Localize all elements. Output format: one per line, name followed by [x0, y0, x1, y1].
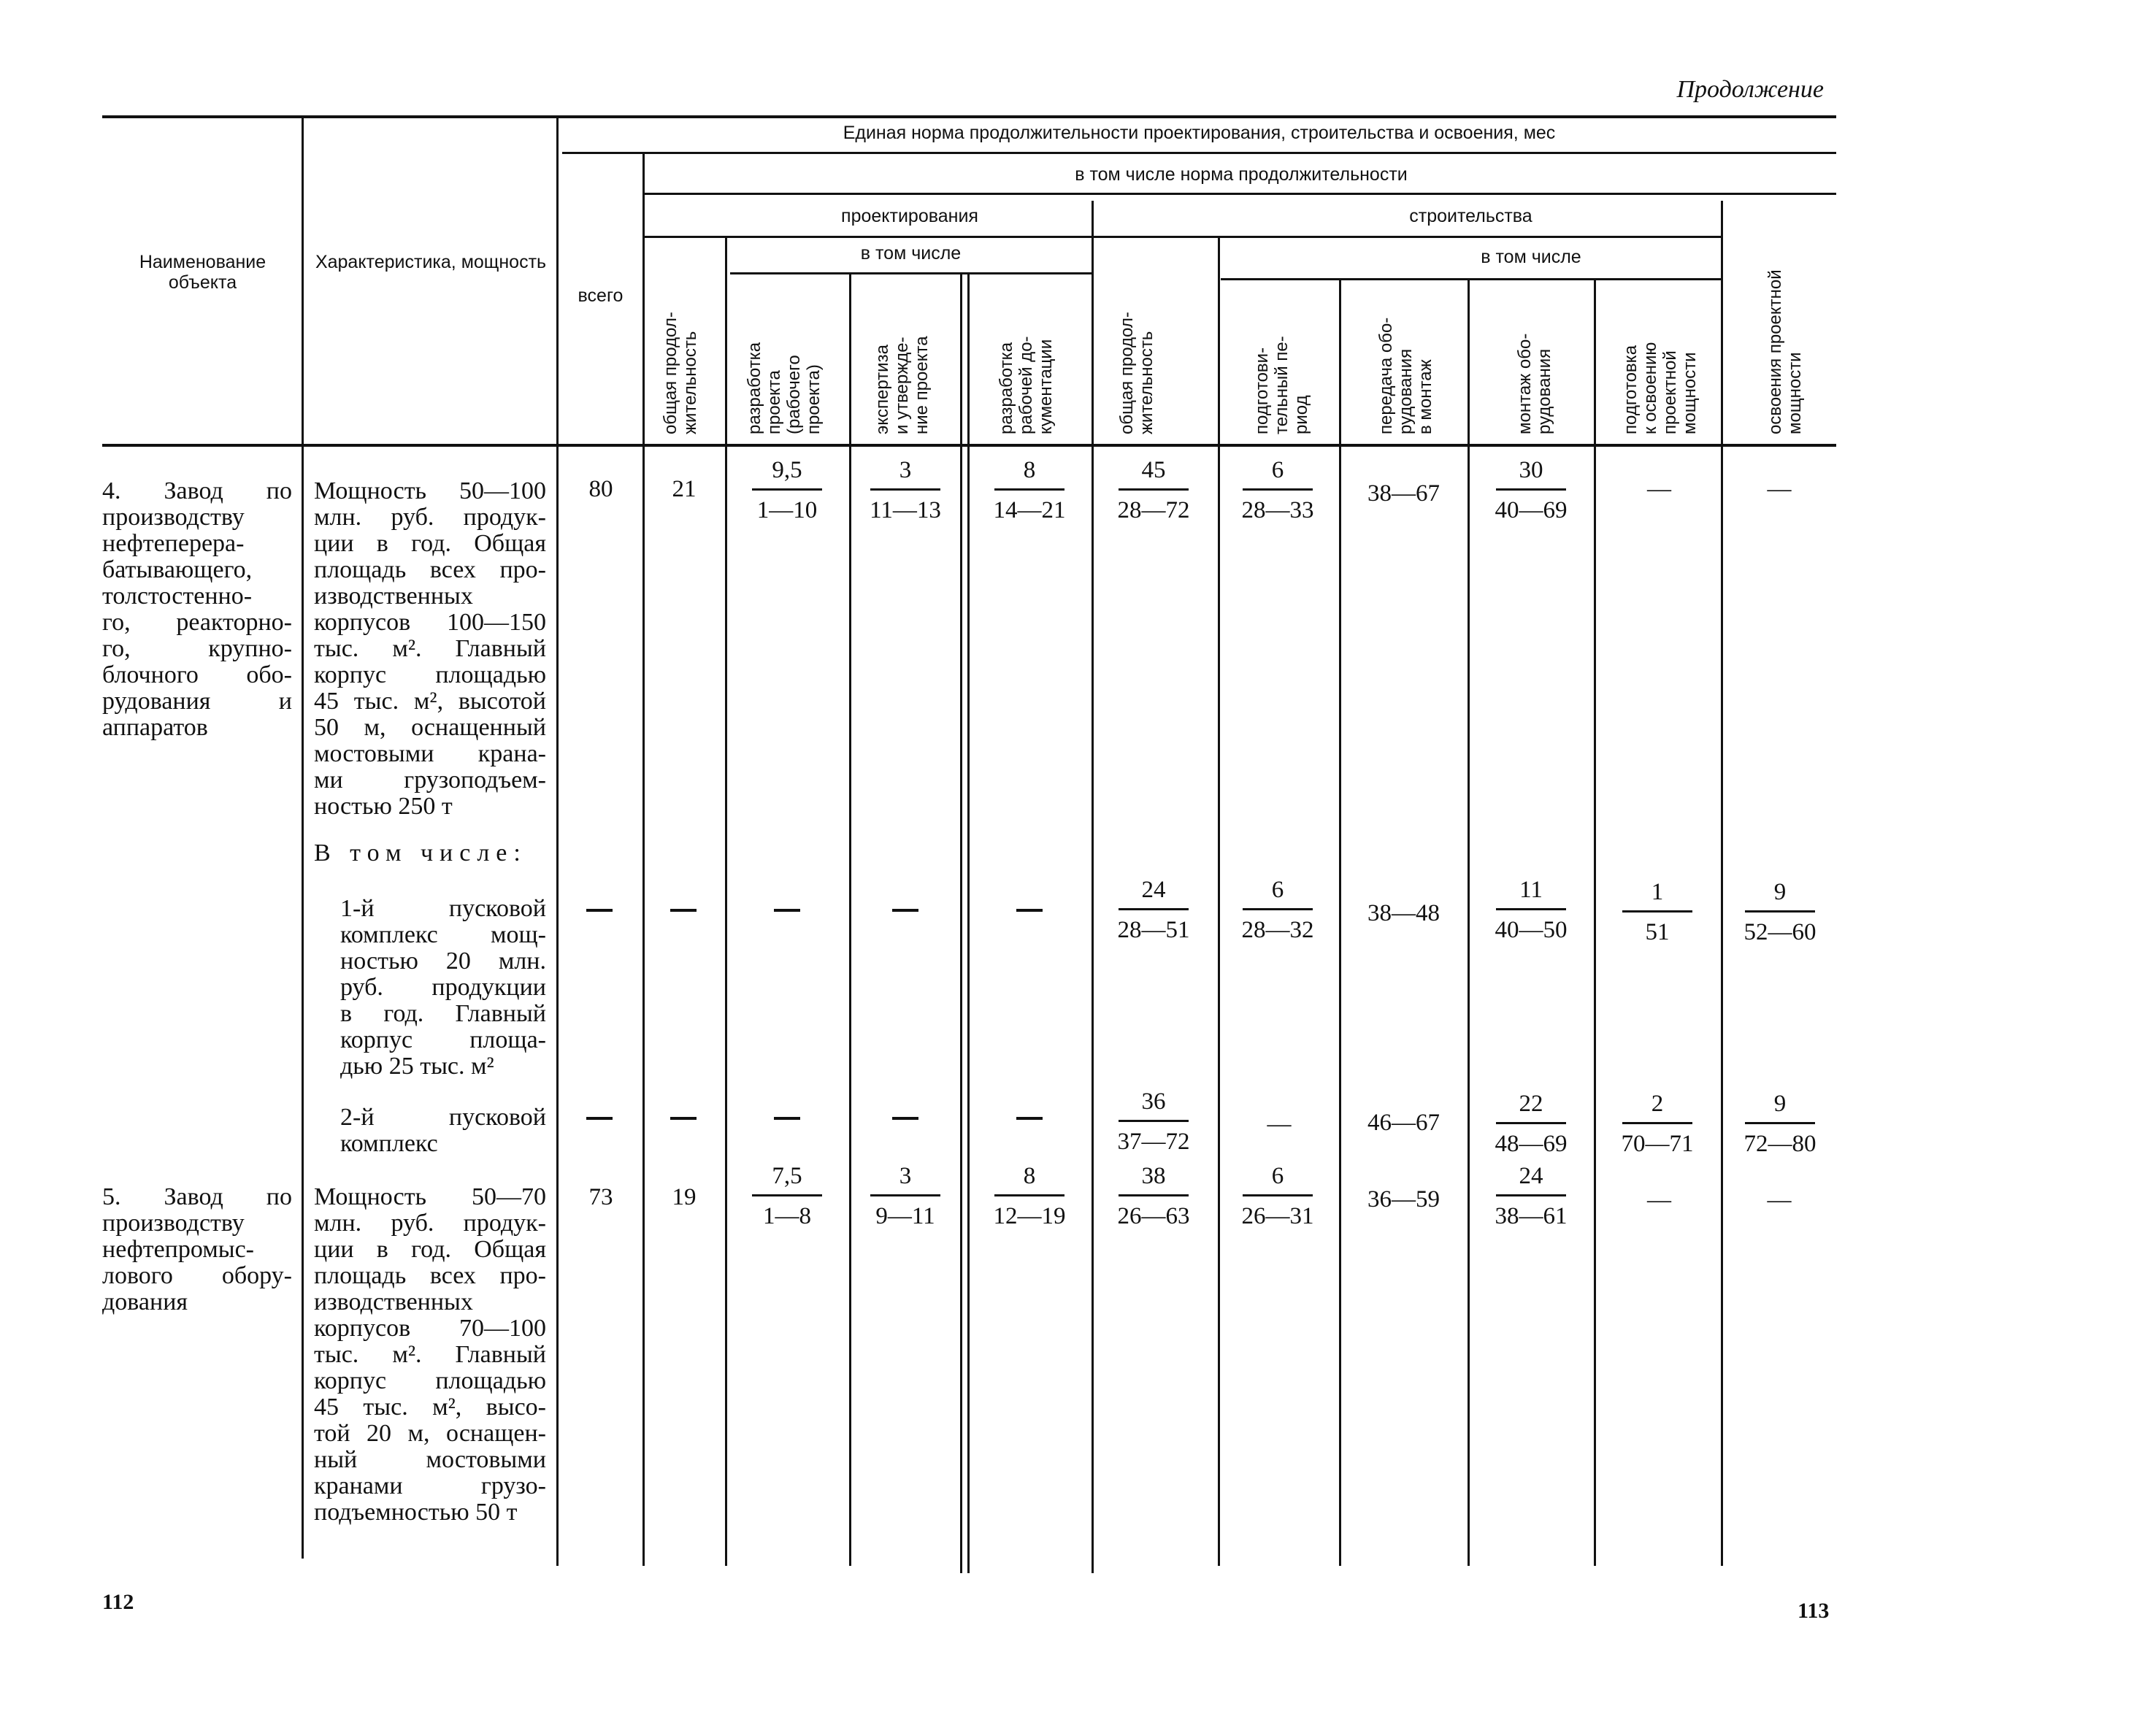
col-rule-3: [642, 153, 645, 1566]
header-construction: строительства: [1409, 206, 1532, 226]
numerator: 11: [1519, 877, 1543, 903]
denominator: 28—32: [1241, 917, 1314, 943]
row-4-name-line: толстостенно-: [102, 583, 253, 610]
rule-under-unified: [562, 152, 1836, 154]
c1-char-line: в год. Главный: [340, 1000, 546, 1027]
numerator: 6: [1271, 1163, 1284, 1189]
col-rule-11: [1594, 280, 1596, 1566]
numerator: 24: [1519, 1163, 1543, 1189]
row-5-prep-mastering: —: [1647, 1187, 1671, 1213]
row-5-install: [1487, 1162, 1575, 1230]
denominator: 26—31: [1241, 1203, 1314, 1229]
c2-prep: —: [1267, 1111, 1292, 1137]
col-rule-12: [1721, 201, 1723, 1566]
col-rule-4: [725, 236, 727, 1566]
row-4-dev-project: [743, 456, 831, 524]
row-4-working-docs: [986, 456, 1073, 524]
col-rule-1: [302, 117, 304, 1559]
row-4-char-line: Мощность 50—100: [314, 477, 546, 504]
denominator: 40—50: [1495, 917, 1568, 943]
row-4-name-line: рудования и: [102, 688, 292, 715]
c1-constr-total: [1110, 876, 1197, 944]
header-col-prep-mastering: подготовка к освоению проектной мощности: [1621, 342, 1700, 434]
header-col-transfer: передача обо- рудования в монтаж: [1376, 317, 1435, 434]
col-rule-10: [1468, 280, 1470, 1566]
header-col-design-total: общая продол- жительность: [661, 312, 700, 434]
header-col-mastering: освоения проектной мощности: [1765, 269, 1805, 434]
c2-char-line: 2-й пусковой: [340, 1104, 546, 1131]
row-5-dev-project: [743, 1162, 831, 1230]
row-5-char-line: млн. руб. продук-: [314, 1210, 546, 1237]
numerator: 8: [1023, 1163, 1036, 1189]
denominator: 1—10: [756, 497, 818, 523]
row-4-name-line: го, крупно-: [102, 635, 292, 662]
numerator: 6: [1271, 877, 1284, 903]
denominator: 11—13: [870, 497, 941, 523]
row-5-char-line: ный мостовыми: [314, 1446, 546, 1473]
c2-mastering: [1736, 1090, 1824, 1158]
header-total: всего: [578, 285, 624, 306]
denominator: 14—21: [993, 497, 1066, 523]
row-4-char-line: ми грузоподъем-: [314, 767, 546, 794]
numerator: 7,5: [772, 1163, 802, 1189]
header-col-expertise: экспертиза и утвержде- ние проекта: [872, 336, 932, 434]
numerator: 2: [1651, 1091, 1664, 1117]
row-4-name-line: блочного обо-: [102, 661, 292, 688]
row-4-char-line: площадь всех про-: [314, 556, 546, 583]
row-5-char-line: изводственных: [314, 1288, 473, 1315]
row-5-char-line: кранами грузо-: [314, 1472, 546, 1499]
col-rule-9: [1339, 280, 1341, 1566]
row-4-char-line: 50 м, оснащенный: [314, 714, 546, 741]
row-5-char-line: корпусов 70—100: [314, 1315, 546, 1342]
header-incl-design: в том числе: [860, 243, 962, 264]
header-col-constr-total: общая продол- жительность: [1117, 312, 1156, 434]
col-rule-5: [849, 274, 851, 1566]
header-design: проектирования: [841, 206, 978, 226]
row-5-transfer: 36—59: [1367, 1186, 1440, 1213]
c2-dev-project-dash: [774, 1117, 800, 1120]
denominator: 48—69: [1495, 1131, 1568, 1157]
header-incl-construction: в том числе: [1481, 247, 1581, 267]
c1-expertise-dash: [892, 909, 918, 912]
c1-total-dash: [586, 909, 613, 912]
incl-label: В том числе:: [314, 840, 527, 867]
row-4-char-line: корпус площадью: [314, 661, 546, 688]
c1-transfer: 38—48: [1367, 900, 1440, 926]
row-4-prep: [1234, 456, 1321, 524]
c1-dev-project-dash: [774, 909, 800, 912]
header-characteristic: Характеристика, мощность: [315, 252, 547, 272]
rule-under-incl-design: [730, 272, 1092, 274]
row-4-prep-mastering: —: [1647, 476, 1671, 502]
denominator: 38—61: [1495, 1203, 1568, 1229]
row-5-char-line: ции в год. Общая: [314, 1236, 546, 1263]
row-4-name-line: го, реакторно-: [102, 609, 292, 636]
c1-working-docs-dash: [1016, 909, 1043, 912]
numerator: 1: [1651, 879, 1664, 905]
numerator: 3: [899, 1163, 912, 1189]
row-4-total: 80: [588, 476, 613, 502]
c1-char-line: комплекс мощ-: [340, 921, 546, 948]
row-4-design-total: 21: [672, 476, 697, 502]
numerator: 8: [1023, 457, 1036, 483]
row-5-char-line: площадь всех про-: [314, 1262, 546, 1289]
row-5-name-line: 5. Завод по: [102, 1183, 292, 1210]
numerator: 30: [1519, 457, 1543, 483]
c2-transfer: 46—67: [1367, 1110, 1440, 1136]
col-rule-8: [1218, 237, 1220, 1566]
col-rule-7: [1092, 201, 1094, 1573]
numerator: 3: [899, 457, 912, 483]
row-5-working-docs: [986, 1162, 1073, 1230]
c1-install: [1487, 876, 1575, 944]
row-5-char-line: 45 тыс. м², высо-: [314, 1394, 546, 1421]
row-4-transfer: 38—67: [1367, 480, 1440, 507]
row-4-install: [1487, 456, 1575, 524]
numerator: 36: [1141, 1088, 1166, 1115]
row-5-mastering: —: [1767, 1187, 1792, 1213]
row-4-name-line: производству: [102, 504, 245, 531]
row-5-name-line: производству: [102, 1210, 245, 1237]
c2-expertise-dash: [892, 1117, 918, 1120]
page-number-right: 113: [1798, 1599, 1830, 1623]
c2-constr-total: [1110, 1088, 1197, 1156]
row-4-char-line: мостовыми крана-: [314, 740, 546, 767]
row-4-mastering: —: [1767, 476, 1792, 502]
row-5-char-line: подъемностью 50 т: [314, 1499, 518, 1526]
row-4-char-line: ностью 250 т: [314, 793, 453, 820]
denominator: 72—80: [1743, 1131, 1817, 1157]
row-5-design-total: 19: [672, 1184, 697, 1210]
row-5-char-line: тыс. м². Главный: [314, 1341, 546, 1368]
row-5-prep: [1234, 1162, 1321, 1230]
denominator: 1—8: [763, 1203, 811, 1229]
row-4-expertise: [862, 456, 949, 524]
denominator: 28—51: [1117, 917, 1190, 943]
denominator: 37—72: [1117, 1129, 1190, 1155]
col-rule-6: [960, 274, 962, 1573]
c1-char-line: ностью 20 млн.: [340, 948, 546, 975]
row-4-constr-total: [1110, 456, 1197, 524]
denominator: 9—11: [875, 1203, 935, 1229]
header-name: Наименование объекта: [139, 252, 266, 293]
c2-char-line: комплекс: [340, 1130, 438, 1157]
row-4-char-line: ции в год. Общая: [314, 530, 546, 557]
c1-prep: [1234, 876, 1321, 944]
header-incl-norm: в том числе норма продолжительности: [1075, 164, 1408, 185]
numerator: 22: [1519, 1091, 1543, 1117]
denominator: 70—71: [1621, 1131, 1694, 1157]
row-4-char-line: млн. руб. продук-: [314, 504, 546, 531]
c2-design-total-dash: [670, 1117, 697, 1120]
rule-under-incl-construction: [1221, 278, 1723, 280]
row-5-char-line: той 20 м, оснащен-: [314, 1420, 546, 1447]
row-4-char-line: 45 тыс. м², высотой: [314, 688, 546, 715]
row-5-total: 73: [588, 1184, 613, 1210]
row-4-char-line: тыс. м². Главный: [314, 635, 546, 662]
c1-char-line: дью 25 тыс. м²: [340, 1053, 494, 1080]
row-4-name-line: нефтеперера-: [102, 530, 245, 557]
header-unified-norm: Единая норма продолжительности проектирования, строительства и освоения, мес: [843, 123, 1556, 143]
denominator: 52—60: [1743, 919, 1817, 945]
numerator: 38: [1141, 1163, 1166, 1189]
row-5-char-line: корпус площадью: [314, 1367, 546, 1394]
c2-prep-mastering: [1614, 1090, 1701, 1158]
row-4-char-line: корпусов 100—150: [314, 609, 546, 636]
numerator: 9: [1773, 1091, 1787, 1117]
c1-design-total-dash: [670, 909, 697, 912]
row-5-name-line: лового обору-: [102, 1262, 292, 1289]
row-5-expertise: [862, 1162, 949, 1230]
header-col-install: монтаж обо- рудования: [1515, 333, 1554, 434]
row-5-name-line: дования: [102, 1288, 188, 1315]
c1-prep-mastering: [1614, 878, 1701, 946]
numerator: 9,5: [772, 457, 802, 483]
col-rule-2: [556, 117, 559, 1566]
header-col-dev-project: разработка проекта (рабочего проекта): [745, 342, 824, 434]
c1-mastering: [1736, 878, 1824, 946]
denominator: 28—72: [1117, 497, 1190, 523]
c1-char-line: корпус площа-: [340, 1026, 546, 1053]
continuation-label: Продолжение: [1676, 76, 1824, 103]
table-top-rule: [102, 115, 1836, 118]
numerator: 24: [1141, 877, 1166, 903]
header-col-working-docs: разработка рабочей до- кументации: [997, 336, 1056, 434]
numerator: 9: [1773, 879, 1787, 905]
row-4-name-line: аппаратов: [102, 714, 208, 741]
row-4-name-line: 4. Завод по: [102, 477, 292, 504]
col-rule-6b: [967, 274, 970, 1573]
c1-char-line: руб. продукции: [340, 974, 546, 1001]
denominator: 51: [1645, 919, 1670, 945]
rule-under-incl-norm: [642, 193, 1836, 195]
denominator: 40—69: [1495, 497, 1568, 523]
row-5-char-line: Мощность 50—70: [314, 1183, 546, 1210]
row-5-name-line: нефтепромыс-: [102, 1236, 255, 1263]
row-4-char-line: изводственных: [314, 583, 473, 610]
c2-total-dash: [586, 1117, 613, 1120]
page-number-left: 112: [102, 1590, 134, 1614]
numerator: 45: [1141, 457, 1166, 483]
c1-char-line: 1-й пусковой: [340, 895, 546, 922]
header-col-prep: подготови- тельный пе- риод: [1252, 336, 1311, 434]
numerator: 6: [1271, 457, 1284, 483]
rule-under-design-construction: [642, 236, 1723, 238]
row-4-name-line: батывающего,: [102, 556, 253, 583]
c2-working-docs-dash: [1016, 1117, 1043, 1120]
denominator: 28—33: [1241, 497, 1314, 523]
c2-install: [1487, 1090, 1575, 1158]
denominator: 26—63: [1117, 1203, 1190, 1229]
denominator: 12—19: [993, 1203, 1066, 1229]
row-5-constr-total: [1110, 1162, 1197, 1230]
